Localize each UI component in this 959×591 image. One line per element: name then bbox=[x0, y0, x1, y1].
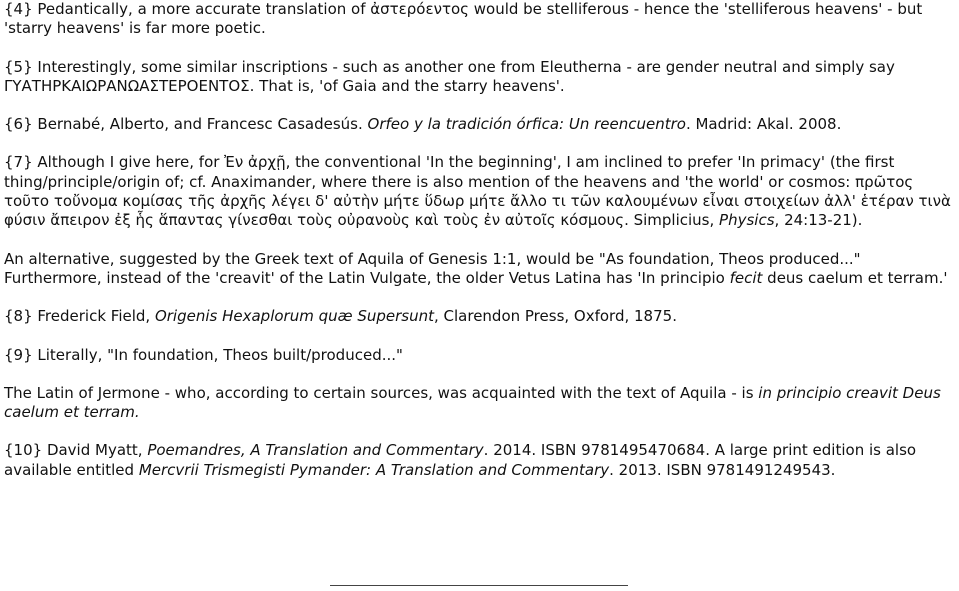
footnote-4-text: {4} Pedantically, a more accurate translation of ἀστερόεντος would be stelliferous - hence the 'stelliferous heavens' - but 'starry heavens' is far more poetic. bbox=[4, 0, 923, 38]
footnote-7-title: Physics bbox=[719, 211, 775, 230]
paragraph-alternative-text: An alternative, suggested by the Greek text of Aquila of Genesis 1:1, would be "As foundation, Theos produced..." Furthermore, instead of the 'creavit' of the Latin Vulgate, the older Vetus Latina has 'In principio bbox=[4, 249, 861, 287]
paragraph-alternative-italic: fecit bbox=[729, 268, 763, 287]
footnote-9 bbox=[4, 346, 955, 365]
paragraph-latin-text: The Latin of Jermone - who, according to certain sources, was acquainted with the text of Aquila - is bbox=[4, 383, 759, 402]
footnote-10-text-end: . 2013. ISBN 9781491249543. bbox=[609, 460, 836, 479]
footnote-6 bbox=[4, 115, 955, 134]
paragraph-alternative-text-end: deus caelum et terram.' bbox=[762, 268, 948, 287]
footnote-10-title-2: Mercvrii Trismegisti Pymander: A Translation and Commentary bbox=[138, 460, 610, 479]
footnote-10-text: {10} David Myatt, bbox=[4, 441, 148, 460]
footnote-10-text-mid: . 2014. ISBN 9781495470684. A large print edition is also available entitled bbox=[4, 441, 917, 479]
footnote-7-text: {7} Although I give here, for Ἐν ἀρχῇ, the conventional 'In the beginning', I am inclined to prefer 'In primacy' (the first thing/principle/origin of; cf. Anaximander, where there is also mention of the heavens and 'the world' or cosmos: πρῶτος τοῦτο τοὔνομα κομίσας τῆς ἀρχῆς λέγει δ' αὐτὴν μήτε ὕδωρ μήτε ἄλλο τι τῶν καλουμένων εἶναι στοιχείων ἀλλ' ἑτέραν τινὰ φύσιν ἄπειρον ἐξ ἧς ἅπαντας γίνεσθαι τοὺς οὐρανοὺς καὶ τοὺς ἐν αὐτοῖς κόσμους. Simplicius, bbox=[4, 153, 951, 230]
footnote-divider bbox=[330, 585, 628, 586]
footnote-6-title: Orfeo y la tradición órfica: Un reencuentro bbox=[367, 115, 686, 134]
footnote-5 bbox=[4, 58, 955, 97]
footnote-5-text: {5} Interestingly, some similar inscriptions - such as another one from Eleutherna - are gender neutral and simply say ΓΥΑΤΗΡΚΑΙΩΡΑΝΩΑΣΤΕΡΟΕΝΤΟΣ. That is, 'of Gaia and the starry heavens'. bbox=[4, 57, 895, 95]
footnote-4 bbox=[4, 0, 955, 39]
paragraph-alternative bbox=[4, 250, 955, 289]
footnote-10 bbox=[4, 441, 955, 480]
footnote-10-title: Poemandres, A Translation and Commentary bbox=[147, 441, 484, 460]
footnote-8 bbox=[4, 307, 955, 326]
footnote-8-text: {8} Frederick Field, bbox=[4, 307, 155, 326]
paragraph-latin bbox=[4, 384, 955, 423]
footnote-7 bbox=[4, 153, 955, 230]
footnote-6-text: {6} Bernabé, Alberto, and Francesc Casadesús. bbox=[4, 115, 368, 134]
footnote-8-title: Origenis Hexaplorum quæ Supersunt bbox=[154, 307, 434, 326]
paragraph-latin-italic: in principio creavit Deus caelum et terram. bbox=[4, 383, 941, 422]
footnote-9-text: {9} Literally, "In foundation, Theos built/produced..." bbox=[4, 345, 403, 364]
footnote-8-text-end: , Clarendon Press, Oxford, 1875. bbox=[433, 307, 677, 326]
footnote-7-text-end: , 24:13-21). bbox=[774, 211, 863, 230]
footnote-6-text-end: . Madrid: Akal. 2008. bbox=[685, 115, 842, 134]
